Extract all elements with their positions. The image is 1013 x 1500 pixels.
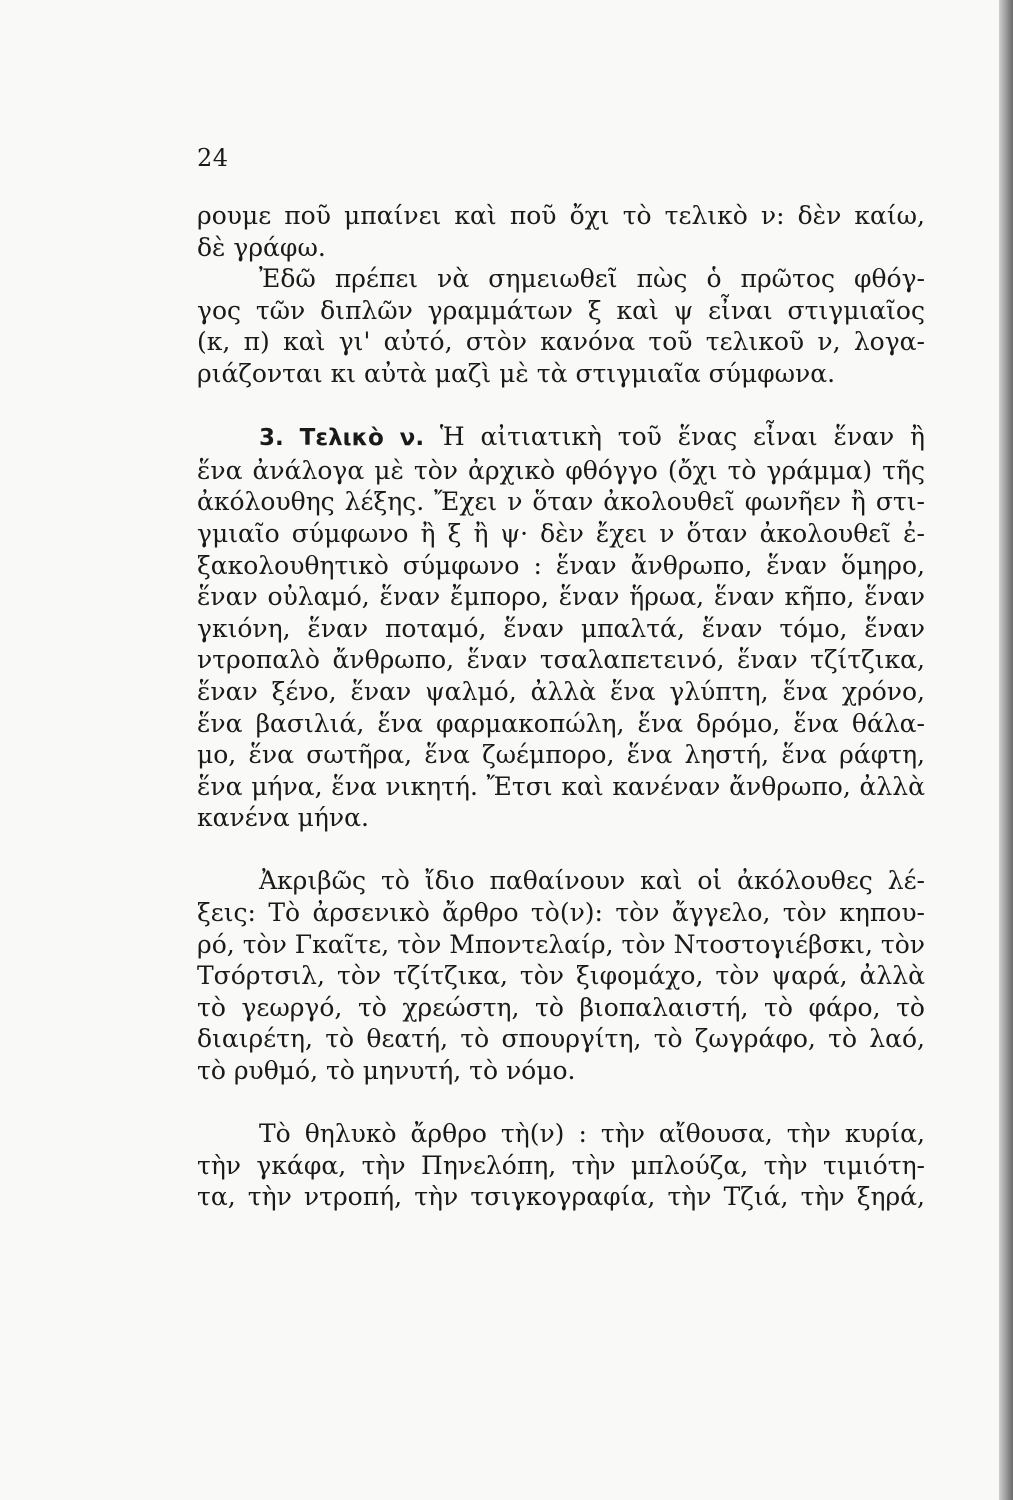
paragraph-gap <box>197 834 925 866</box>
text-line: δὲ γράφω. <box>197 232 326 262</box>
text-line: ντροπαλὸ ἄνθρωπο, ἕναν τσαλαπετεινό, ἕναν τζίτζικα, <box>197 645 925 675</box>
text-line: γος τῶν διπλῶν γραμμάτων ξ καὶ ψ εἶναι στιγμιαῖος <box>197 295 925 325</box>
paragraph-gap <box>197 1087 925 1119</box>
text-line: γμιαῖο σύμφωνο ἢ ξ ἢ ψ· δὲν ἔχει ν ὅταν ἀκολουθεῖ ἐ- <box>197 518 925 548</box>
text-line: ἕναν οὐλαμό, ἕναν ἔμπορο, ἕναν ἥρωα, ἕναν κῆπο, ἕναν <box>197 582 925 612</box>
text-line: ξεις: Τὸ ἀρσενικὸ ἄρθρο τὸ(ν): τὸν ἄγγελο, τὸν κηπου- <box>197 898 925 928</box>
text-line: τὸ γεωργό, τὸ χρεώστη, τὸ βιοπαλαιστή, τὸ φάρο, τὸ <box>197 992 925 1022</box>
text-line: κανένα μήνα. <box>197 803 369 833</box>
text-line: τὴν γκάφα, τὴν Πηνελόπη, τὴν μπλούζα, τὴν τιμιότη- <box>197 1150 925 1180</box>
text-line: γκιόνη, ἕναν ποταμό, ἕναν μπαλτά, ἕναν τόμο, ἕναν <box>197 613 925 643</box>
text-line: τα, τὴν ντροπή, τὴν τσιγκογραφία, τὴν Τζιά, τὴν ξηρά, <box>197 1182 925 1212</box>
text-line: Τσόρτσιλ, τὸν τζίτζικα, τὸν ξιφομάχο, τὸν ψαρά, ἀλλὰ <box>197 961 925 991</box>
body-text <box>197 200 925 1213</box>
scan-edge-shadow <box>999 0 1013 1500</box>
text-line: Ἀκριβῶς τὸ ἴδιο παθαίνουν καὶ οἱ ἀκόλουθες λέ- <box>259 866 925 896</box>
section-heading: 3. Τελικὸ ν. <box>259 425 425 452</box>
text-line: ρό, τὸν Γκαῖτε, τὸν Μποντελαίρ, τὸν Ντοστογιέβσκι, τὸν <box>197 929 925 959</box>
text-line: μο, ἕνα σωτῆρα, ἕνα ζωέμπορο, ἕνα ληστή, ἕνα ράφτη, <box>197 740 925 770</box>
text-line: ἕνα μήνα, ἕνα νικητή. Ἔτσι καὶ κανέναν ἄνθρωπο, ἀλλὰ <box>197 771 925 801</box>
paragraph-gap <box>197 390 925 422</box>
text-line: (κ, π) καὶ γι' αὐτό, στὸν κανόνα τοῦ τελικοῦ ν, λογα- <box>197 327 925 357</box>
text-line: ἀκόλουθης λέξης. Ἔχει ν ὅταν ἀκολουθεῖ φωνῆεν ἢ στι- <box>197 487 925 517</box>
text-line: Ἐδῶ πρέπει νὰ σημειωθεῖ πὼς ὁ πρῶτος φθόγ- <box>259 264 925 294</box>
section-first-line <box>197 421 925 455</box>
text-line: Τὸ θηλυκὸ ἄρθρο τὴ(ν) : τὴν αἴθουσα, τὴν κυρία, <box>259 1119 925 1149</box>
text-line: ἕναν ξένο, ἕναν ψαλμό, ἀλλὰ ἕνα γλύπτη, ἕνα χρόνο, <box>197 676 925 706</box>
page-number: 24 <box>197 144 229 172</box>
text-line: ἕνα ἀνάλογα μὲ τὸν ἀρχικὸ φθόγγο (ὄχι τὸ γράμμα) τῆς <box>197 455 925 485</box>
text-run: Ἡ αἰτιατικὴ τοῦ ἕνας εἶναι ἕναν ἢ <box>439 422 925 452</box>
text-line: ἕνα βασιλιά, ἕνα φαρμακοπώλη, ἕνα δρόμο, ἕνα θάλα- <box>197 708 925 738</box>
text-line: διαιρέτη, τὸ θεατή, τὸ σπουργίτη, τὸ ζωγράφο, τὸ λαό, <box>197 1024 925 1054</box>
text-line: τὸ ρυθμό, τὸ μηνυτή, τὸ νόμο. <box>197 1056 576 1086</box>
text-line: ξακολουθητικὸ σύμφωνο : ἕναν ἄνθρωπο, ἕναν ὅμηρο, <box>197 550 925 580</box>
text-line: ριάζονται κι αὐτὰ μαζὶ μὲ τὰ στιγμιαῖα σύμφωνα. <box>197 358 836 388</box>
text-line: ρουμε ποῦ μπαίνει καὶ ποῦ ὄχι τὸ τελικὸ ν: δὲν καίω, <box>197 201 925 230</box>
